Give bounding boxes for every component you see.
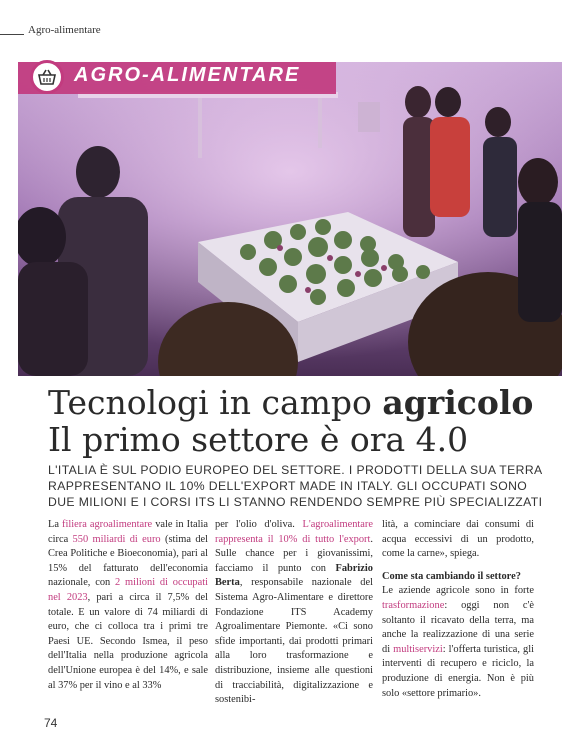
bold-name: Fabrizio Berta <box>215 562 373 589</box>
highlight-text: L'agroalimentare rappresenta il 10% di tutto l'export <box>215 519 373 545</box>
body-text: : l'offerta turistica, gli interventi di recupero e riciclo, la produzione di energia. Non è più solo «settore primario». <box>382 643 534 699</box>
body-text: per l'olio d'oliva. <box>215 519 303 530</box>
headline-bold: agricolo <box>382 383 534 422</box>
body-column-3-intro <box>382 519 534 559</box>
body-text: : oggi non c'è soltanto il ricavato della terra, ma anche la realizzazione di una serie di <box>382 599 534 655</box>
body-column-3 <box>382 518 534 701</box>
body-text: vale in Italia circa <box>48 519 208 545</box>
headline-line-2: Il primo settore è ora 4.0 <box>48 420 469 459</box>
body-column-1 <box>48 518 208 693</box>
section-icon-badge <box>30 60 64 94</box>
highlight-text: 2 milioni di occupati nel 2023 <box>48 577 208 603</box>
headline <box>48 384 558 458</box>
running-head-label: Agro-alimentare <box>28 24 101 36</box>
highlight-text: 550 miliardi di euro <box>72 533 161 545</box>
running-head-rule <box>0 34 24 35</box>
body-text: (stima del Crea Politiche e Bioeconomia), pari al 15% del fatturato dell'economia nazionale, con <box>48 533 209 589</box>
body-text: , responsabile nazionale del Sistema Agro-Alimentare e direttore Fondazione ITS Academy Agroalimentare Piemonte. «Ci sono sfide importanti, dai prodotti primari alla loro trasformazione e distribuzione, insieme alle questioni di tracciabilità, digitalizzazione e sostenibi- <box>215 577 373 706</box>
hero-photo <box>18 62 562 376</box>
section-title: AGRO-ALIMENTARE <box>74 64 301 86</box>
body-text: Le aziende agricole sono in forte <box>382 585 534 597</box>
page-number: 74 <box>44 716 58 730</box>
standfirst: L'ITALIA È SUL PODIO EUROPEO DEL SETTORE. I PRODOTTI DELLA SUA TERRA RAPPRESENTANO IL 10% DELL'EXPORT MADE IN ITALY. GLI OCCUPATI SONO DUE MILIONI E I CORSI ITS LI STANNO RENDENDO SEMPRE PIÙ SPECIALIZZATI <box>48 463 543 509</box>
highlight-text: trasformazione <box>382 599 445 611</box>
interview-question: Come sta cambiando il settore? <box>382 570 521 582</box>
body-column-3-answer <box>382 585 534 698</box>
body-text: , pari a circa il 7,5% del totale. E un valore di 74 miliardi di euro, che ci colloca tra i primi tre Paesi UE. Secondo Ismea, il peso dell'Italia nella produzione agricola dell'Unione europea è del 14%, e sale al 37% per il vino e al 33% <box>48 591 209 691</box>
headline-line-1 <box>48 384 558 421</box>
highlight-text: filiera agroalimentare <box>62 519 153 530</box>
body-text: lità, a cominciare dai consumi di acqua eccessivi di un prodotto, come la carne», spiega. <box>382 519 534 560</box>
headline-regular: Tecnologi in campo <box>48 383 383 422</box>
highlight-text: multiservizi <box>393 643 443 655</box>
greenhouse-lab-photo <box>18 62 562 376</box>
body-column-2 <box>215 518 373 708</box>
shopping-basket-icon <box>37 67 57 87</box>
running-head <box>0 22 160 38</box>
body-text: La <box>48 519 62 530</box>
body-text: . Sulle chance per i giovanissimi, facciamo il punto con <box>215 533 373 574</box>
